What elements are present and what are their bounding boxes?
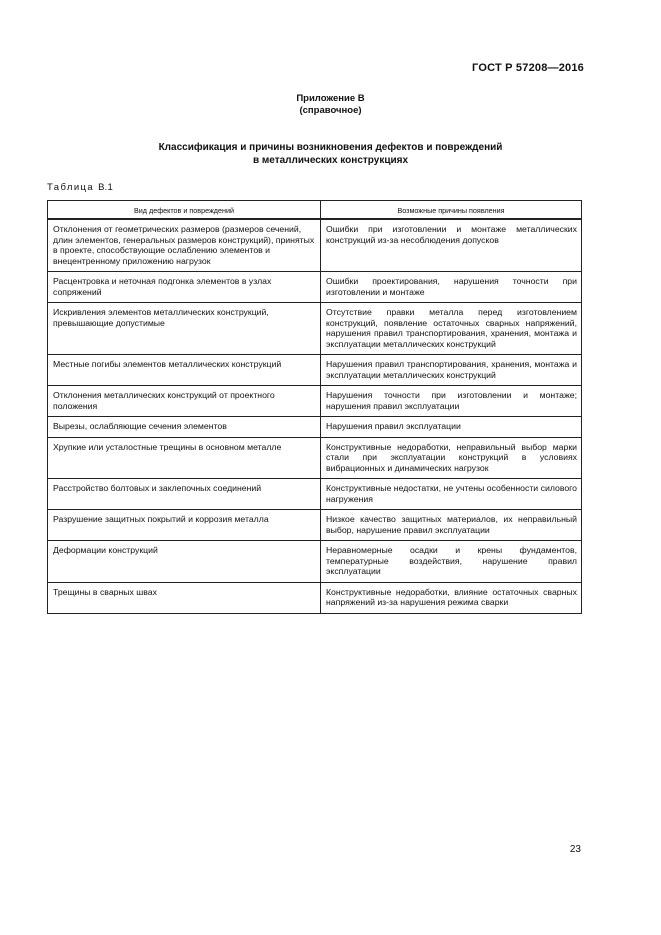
defect-cell: Отклонения металлических конструкций от проектного положения (48, 386, 321, 417)
defect-cell: Трещины в сварных швах (48, 582, 321, 613)
table-row (48, 355, 582, 386)
cause-cell: Низкое качество защитных материалов, их неправильный выбор, нарушение правил эксплуатации (321, 510, 582, 541)
defect-cell: Хрупкие или усталостные трещины в основном металле (48, 437, 321, 479)
cause-cell: Ошибки проектирования, нарушения точности при изготовлении и монтаже (321, 272, 582, 303)
defect-cell: Деформации конструкций (48, 541, 321, 583)
standard-code: ГОСТ Р 57208—2016 (472, 62, 584, 74)
cause-cell: Отсутствие правки металла перед изготовлением конструкций, появление остаточных сварных напряжений, нарушения правил транспортирования, хранения, монтажа и эксплуатации металлических конструкций (321, 303, 582, 355)
table-label-number: В.1 (98, 182, 113, 193)
cause-cell: Конструктивные недоработки, влияние остаточных сварных напряжений из-за нарушения режима сварки (321, 582, 582, 613)
table-row (48, 541, 582, 583)
cause-cell: Конструктивные недостатки, не учтены особенности силового нагружения (321, 479, 582, 510)
appendix-subtitle: (справочное) (299, 105, 362, 116)
table-label (47, 182, 113, 193)
table-row (48, 219, 582, 272)
table-header-row (48, 201, 582, 220)
cause-cell: Нарушения правил эксплуатации (321, 417, 582, 438)
defect-cell: Расцентровка и неточная подгонка элементов в узлах сопряжений (48, 272, 321, 303)
cause-cell: Нарушения правил транспортирования, хранения, монтажа и эксплуатации металлических конструкций (321, 355, 582, 386)
table-row (48, 437, 582, 479)
table-row (48, 479, 582, 510)
heading-line-1: Классификация и причины возникновения дефектов и повреждений (158, 142, 503, 153)
table-label-word: Таблица (47, 182, 95, 193)
page-number: 23 (569, 844, 581, 855)
defect-cell: Местные погибы элементов металлических конструкций (48, 355, 321, 386)
defect-cell: Отклонения от геометрических размеров (размеров сечений, длин элементов, генеральных размеров конструкций), принятых в проекте, способствующие ослаблению элементов и внецентренному приложению нагрузок (48, 219, 321, 272)
table-row (48, 386, 582, 417)
table-row (48, 272, 582, 303)
table-row (48, 582, 582, 613)
defect-cell: Вырезы, ослабляющие сечения элементов (48, 417, 321, 438)
defect-cell: Разрушение защитных покрытий и коррозия металла (48, 510, 321, 541)
table-row (48, 303, 582, 355)
defect-cell: Искривления элементов металлических конструкций, превышающие допустимые (48, 303, 321, 355)
column-header-cause: Возможные причины появления (321, 201, 582, 220)
table-row (48, 417, 582, 438)
defects-table (47, 200, 582, 614)
cause-cell: Нарушения точности при изготовлении и монтаже; нарушения правил эксплуатации (321, 386, 582, 417)
heading-line-2: в металлических конструкциях (252, 155, 409, 166)
defect-cell: Расстройство болтовых и заклепочных соединений (48, 479, 321, 510)
column-header-defect: Вид дефектов и повреждений (48, 201, 321, 220)
cause-cell: Неравномерные осадки и крены фундаментов, температурные воздействия, нарушение правил эксплуатации (321, 541, 582, 583)
cause-cell: Ошибки при изготовлении и монтаже металлических конструкций из-за несоблюдения допусков (321, 219, 582, 272)
table-row (48, 510, 582, 541)
appendix-title: Приложение В (296, 93, 365, 104)
cause-cell: Конструктивные недоработки, неправильный выбор марки стали при эксплуатации конструкций в условиях вибрационных и динамических нагрузок (321, 437, 582, 479)
